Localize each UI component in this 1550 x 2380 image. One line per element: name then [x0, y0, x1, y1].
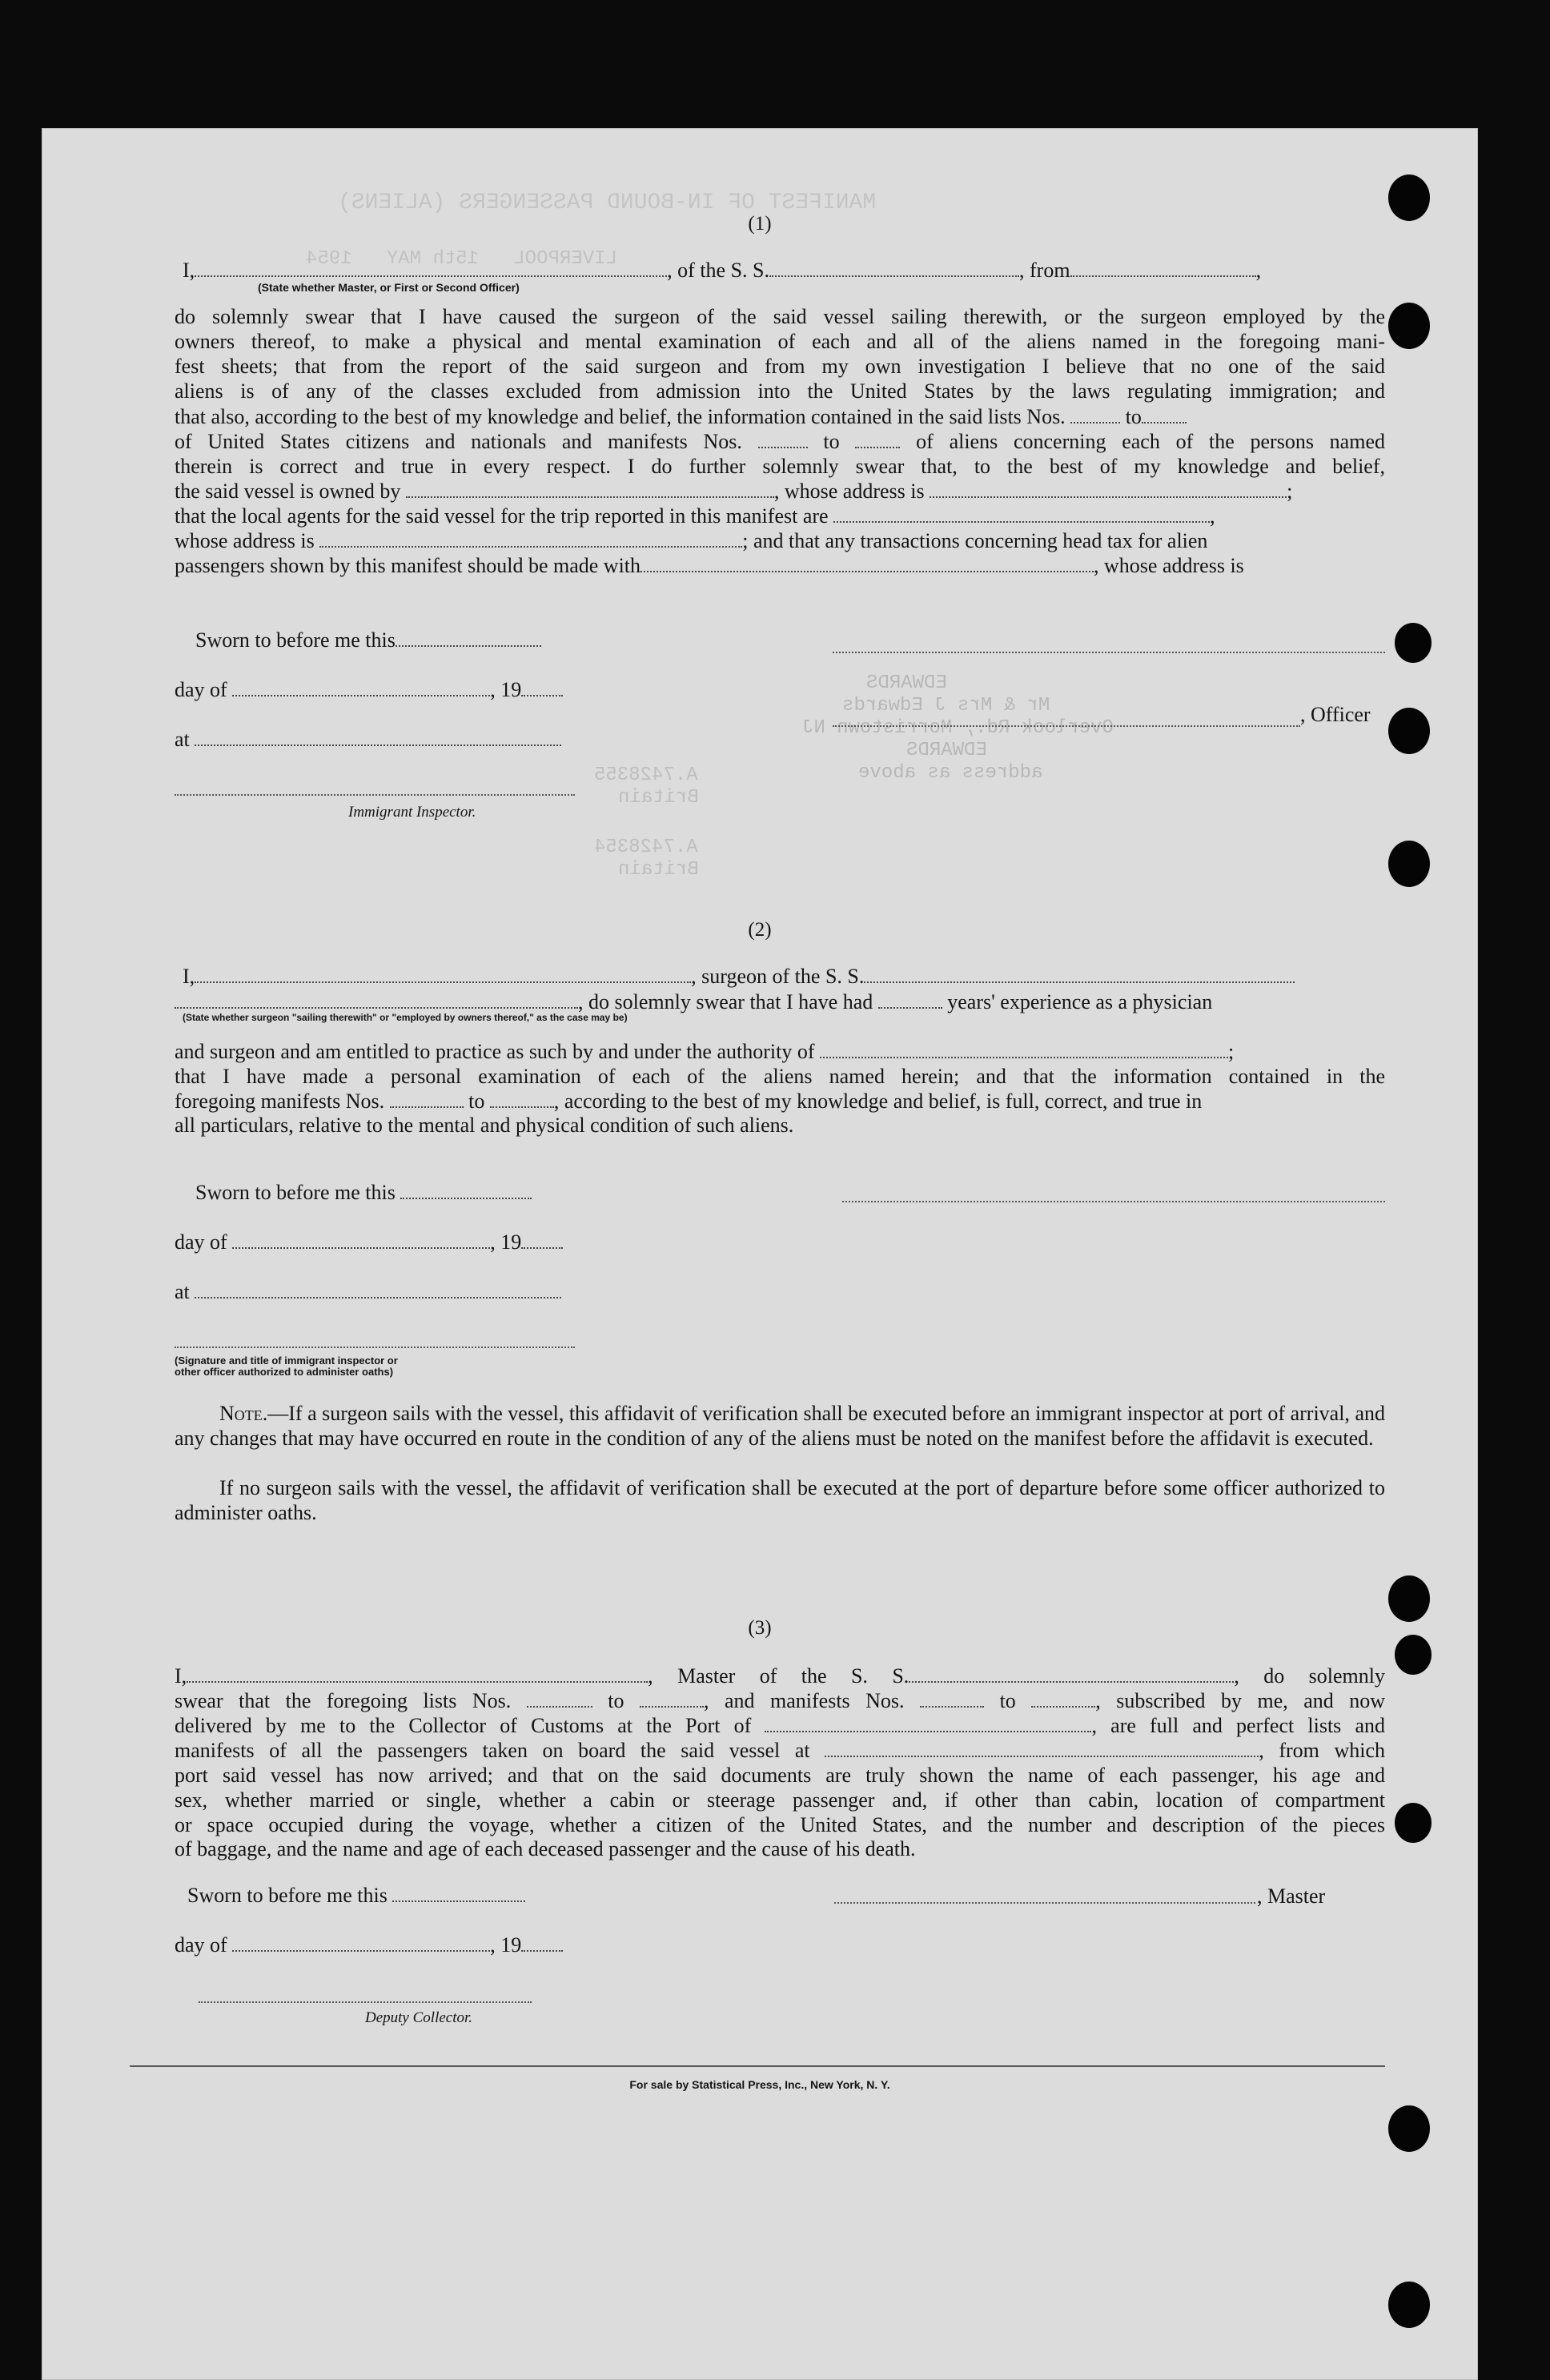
bleed-through-entry: Mr & Mrs J Edwards: [842, 695, 1050, 716]
sworn-label: Sworn to before me this: [195, 628, 541, 652]
agents-line: that the local agents for the said vessel for the trip reported in this manifest are ,: [175, 504, 1215, 528]
bleed-through-entry: Overlook Rd., Morristown NJ: [802, 717, 1114, 739]
punch-hole: [1395, 623, 1432, 663]
body-line: or space occupied during the voyage, whether a citizen of the United States, and the number and description of the pieces: [175, 1813, 1385, 1836]
master-label: , Master: [1257, 1884, 1326, 1908]
punch-hole: [1395, 1803, 1432, 1843]
surgeon-signature-line: [842, 1201, 1385, 1202]
citizens-line: of United States citizens and nationals and manifests Nos. to of aliens concerning each of the persons named: [175, 430, 1385, 453]
day-of-label: day of , 19: [175, 1932, 563, 1957]
surgeon-line: I, , surgeon of the S. S.: [183, 964, 1295, 989]
punch-hole: [1388, 303, 1430, 349]
address-line: whose address is ; and that any transactions concerning head tax for alien: [175, 529, 1208, 552]
signer-caption: other officer authorized to administer oaths): [175, 1366, 394, 1378]
note-paragraph: Note.—If a surgeon sails with the vessel, this affidavit of verification shall be executed before an immigrant inspector at port of arrival, and any changes that may have occurred en route in the condition of any of the aliens must be noted on the manifest before the affidavit is executed.: [175, 1402, 1385, 1450]
section-number: (2): [748, 919, 772, 941]
sworn-label: Sworn to before me this: [187, 1883, 525, 1908]
immigrant-inspector-label: Immigrant Inspector.: [348, 804, 476, 821]
punch-hole: [1388, 2105, 1430, 2152]
body-line: sex, whether married or single, whether a cabin or steerage passenger and, if other than cabin, location of compartment: [175, 1788, 1385, 1812]
section-number: (1): [748, 213, 772, 235]
inspector-signature-line: [175, 1347, 575, 1348]
passengers-line: passengers shown by this manifest should be made with , whose address is: [175, 554, 1244, 577]
deputy-collector-label: Deputy Collector.: [365, 2009, 473, 2026]
section-number: (3): [748, 1617, 772, 1639]
bleed-through-ship: LIVERPOOL 15th MAY 1954: [306, 248, 617, 270]
footer-text: For sale by Statistical Press, Inc., New York, N. Y.: [629, 2078, 890, 2091]
bleed-through-entry: Britain: [618, 859, 699, 881]
particulars-line: all particulars, relative to the mental and physical condition of such aliens.: [175, 1114, 794, 1137]
manifests-line: manifests of all the passengers taken on board the said vessel at , from which: [175, 1739, 1385, 1762]
bleed-through-entry: A.7428355: [594, 765, 698, 786]
bleed-through-entry: address as above: [858, 762, 1043, 784]
owned-line: the said vessel is owned by , whose address is ;: [175, 480, 1293, 503]
lists-line: that also, according to the best of my knowledge and belief, the information contained in the said lists Nos. to: [175, 404, 1187, 429]
master-line: I, , of the S. S. , from ,: [183, 259, 1262, 282]
punch-hole: [1388, 1575, 1430, 1622]
body-line: fest sheets; that from the report of the said surgeon and from my own investigation I believe that no one of the said: [175, 355, 1385, 378]
punch-hole: [1388, 708, 1430, 754]
bleed-through-entry: EDWARDS: [866, 672, 947, 694]
day-of-label: day of , 19: [175, 1230, 563, 1254]
punch-hole: [1388, 2282, 1430, 2328]
day-of-label: day of , 19: [175, 677, 563, 702]
bleed-through-entry: A.7428354: [594, 837, 698, 858]
officer-signature-line-1: [833, 652, 1385, 653]
punch-hole: [1388, 841, 1430, 887]
bleed-through-entry: EDWARDS: [906, 740, 987, 761]
collector-signature-line: [199, 2001, 532, 2003]
bleed-through-header: MANIFEST OF IN-BOUND PASSENGERS (ALIENS): [338, 191, 877, 215]
officer-signature-line-2: [833, 725, 1300, 727]
practice-line: and surgeon and am entitled to practice as such by and under the authority of ;: [175, 1040, 1235, 1063]
footer-rule: [130, 2065, 1385, 2067]
master-signature-line: [834, 1902, 1255, 1904]
body-line: port said vessel has now arrived; and that on the said documents are truly shown the name of each passenger, his age and: [175, 1764, 1385, 1787]
port-line: delivered by me to the Collector of Customs at the Port of , are full and perfect lists and: [175, 1714, 1385, 1737]
sworn-label: Sworn to before me this: [195, 1180, 532, 1205]
experience-line: , do solemnly swear that I have had years' experience as a physician: [175, 989, 1212, 1014]
body-line: aliens is of any of the classes excluded from admission into the United States by the laws regulating immigration; and: [175, 379, 1385, 403]
manifests-line: foregoing manifests Nos. to , according to the best of my knowledge and belief, is full, correct, and true in: [175, 1090, 1203, 1113]
manifest-page: [42, 128, 1478, 2380]
body-line: of baggage, and the name and age of each deceased passenger and the cause of his death.: [175, 1837, 916, 1860]
surgeon-caption: (State whether surgeon "sailing therewith" or "employed by owners thereof," as the case may be): [183, 1012, 628, 1023]
lists-line: swear that the foregoing lists Nos. to , and manifests Nos. to , subscribed by me, and now: [175, 1689, 1386, 1712]
inspector-signature-line: [175, 794, 575, 796]
punch-hole: [1395, 1635, 1432, 1675]
at-label: at: [175, 727, 561, 752]
body-line: do solemnly swear that I have caused the surgeon of the said vessel sailing therewith, or the surgeon employed by the: [175, 305, 1385, 328]
body-line: that I have made a personal examination of each of the aliens named herein; and that the information contained in the: [175, 1065, 1385, 1088]
note-paragraph-2: If no surgeon sails with the vessel, the affidavit of verification shall be executed at the port of departure before some officer authorized to administer oaths.: [175, 1476, 1385, 1524]
bleed-through-entry: Britain: [618, 787, 699, 809]
signer-caption: (Signature and title of immigrant inspector or: [175, 1355, 398, 1367]
body-line: owners thereof, to make a physical and mental examination of each and all of the aliens named in the foregoing mani-: [175, 330, 1385, 353]
body-line: therein is correct and true in every respect. I do further solemnly swear that, to the best of my knowledge and belief,: [175, 455, 1385, 478]
officer-label: , Officer: [1300, 703, 1371, 726]
master-line: I, , Master of the S. S. , do solemnly: [175, 1664, 1385, 1688]
master-caption: (State whether Master, or First or Second Officer): [258, 281, 520, 294]
at-label: at: [175, 1279, 561, 1304]
